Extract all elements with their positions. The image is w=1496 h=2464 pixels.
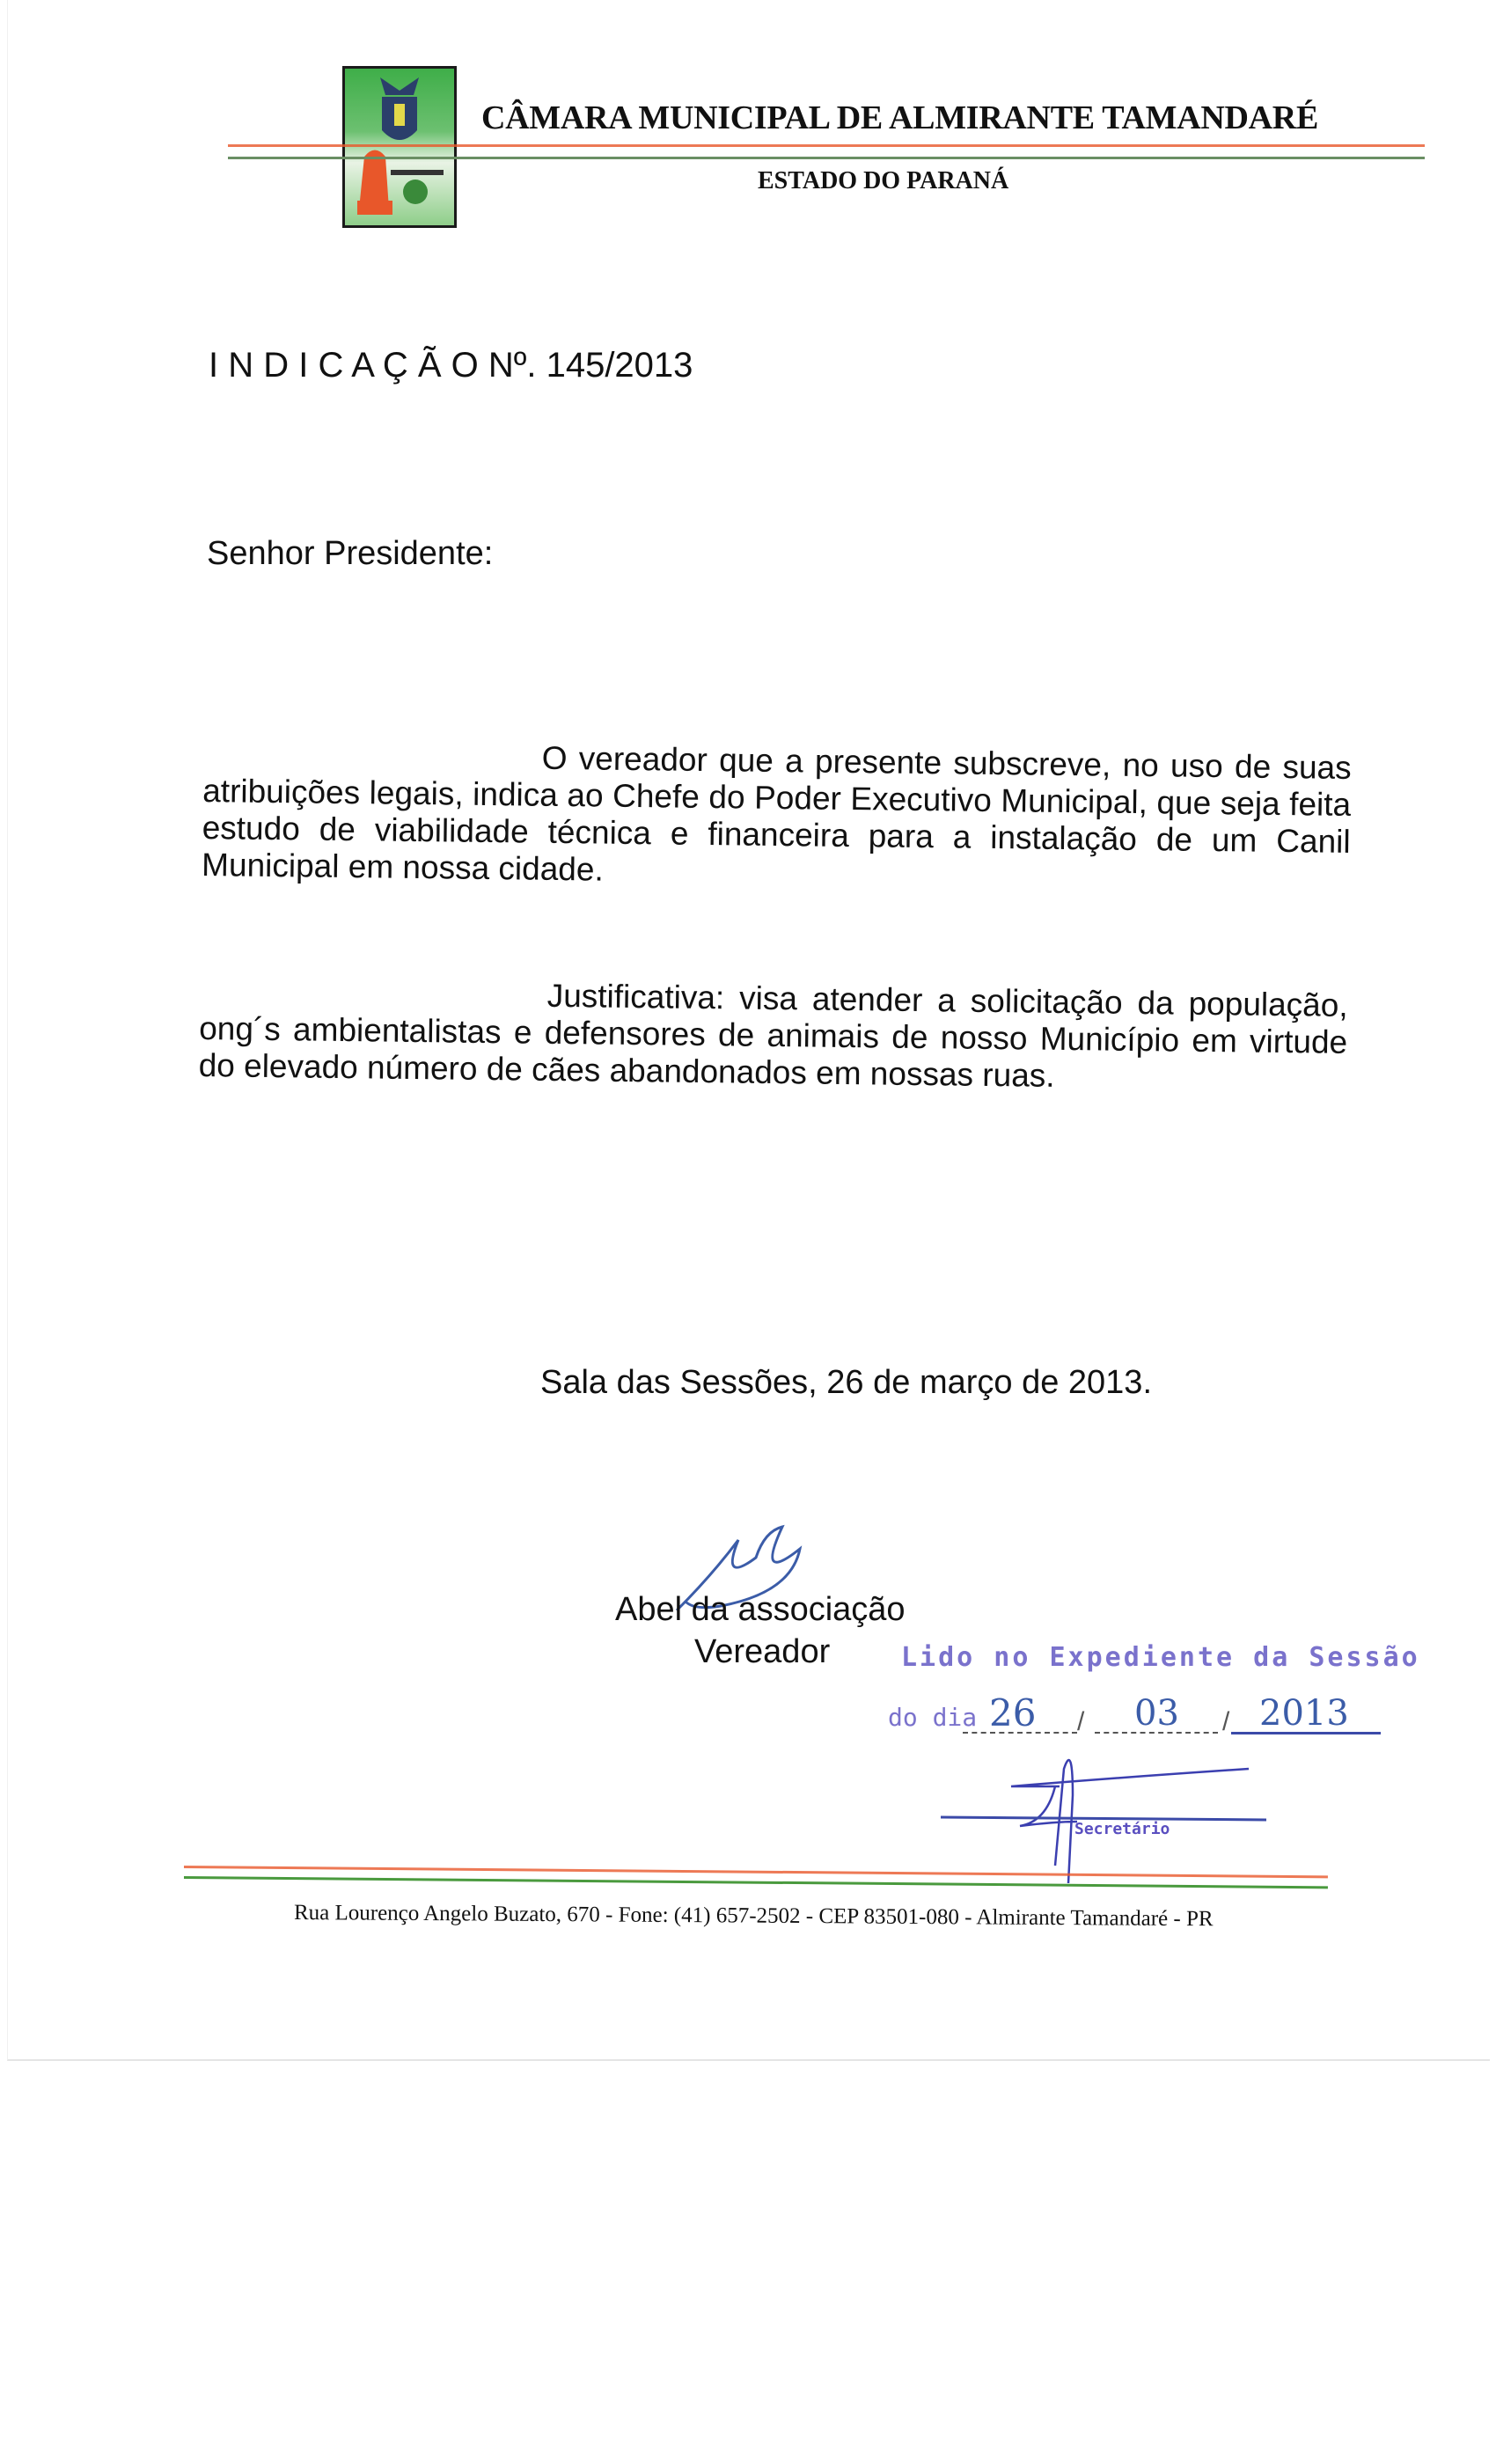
salutation: Senhor Presidente:: [207, 535, 494, 572]
stamp-session-reading: Lido no Expediente da Sessão: [901, 1642, 1420, 1673]
signer-name: Abel da associação: [615, 1591, 906, 1628]
stamp-month: 03: [1134, 1693, 1179, 1734]
footer-address: Rua Lourenço Angelo Buzato, 670 - Fone: (41) 657-2502 - CEP 83501-080 - Almirante Tamandaré - PR: [293, 1901, 1214, 1932]
document-page: [7, 0, 1490, 2061]
stamp-day: 26: [989, 1691, 1037, 1734]
paragraph-request: [202, 736, 1352, 898]
header-orange-rule: [228, 144, 1425, 147]
state-name: ESTADO DO PARANÁ: [758, 167, 1009, 194]
signer-role: Vereador: [694, 1633, 831, 1670]
municipal-coat-of-arms-logo: [342, 66, 457, 228]
paragraph-justification: [198, 973, 1347, 1098]
institution-name: CÂMARA MUNICIPAL DE ALMIRANTE TAMANDARÉ: [481, 99, 1318, 136]
stamp-slash: /: [1077, 1707, 1085, 1736]
document-number-title: I N D I C A Ç Ã O Nº. 145/2013: [209, 346, 693, 385]
stamp-year: 2013: [1259, 1693, 1349, 1734]
paragraph-request-text: O vereador que a presente subscreve, no uso de suas atribuições legais, indica ao Chefe do Poder Executivo Municipal, que seja feita estudo de viabilidade técnica e financeira para a instalação de um Canil Municipal em nossa cidade.: [201, 739, 1352, 888]
stamp-secretary-label: Secretário: [1074, 1820, 1170, 1838]
stamp-slash: /: [1222, 1707, 1230, 1736]
handwritten-signature-secretary: [941, 1734, 1310, 1883]
paragraph-justification-text: Justificativa: visa atender a solicitação da população, ong´s ambientalistas e defensores de animais de nosso Município em virtude do elevado número de cães abandonados em nossas ruas.: [198, 977, 1348, 1094]
header-green-rule: [228, 157, 1425, 159]
coat-of-arms-icon: [345, 69, 454, 225]
place-and-date: Sala das Sessões, 26 de março de 2013.: [540, 1364, 1153, 1401]
stamp-date-prefix: do dia: [888, 1703, 978, 1732]
